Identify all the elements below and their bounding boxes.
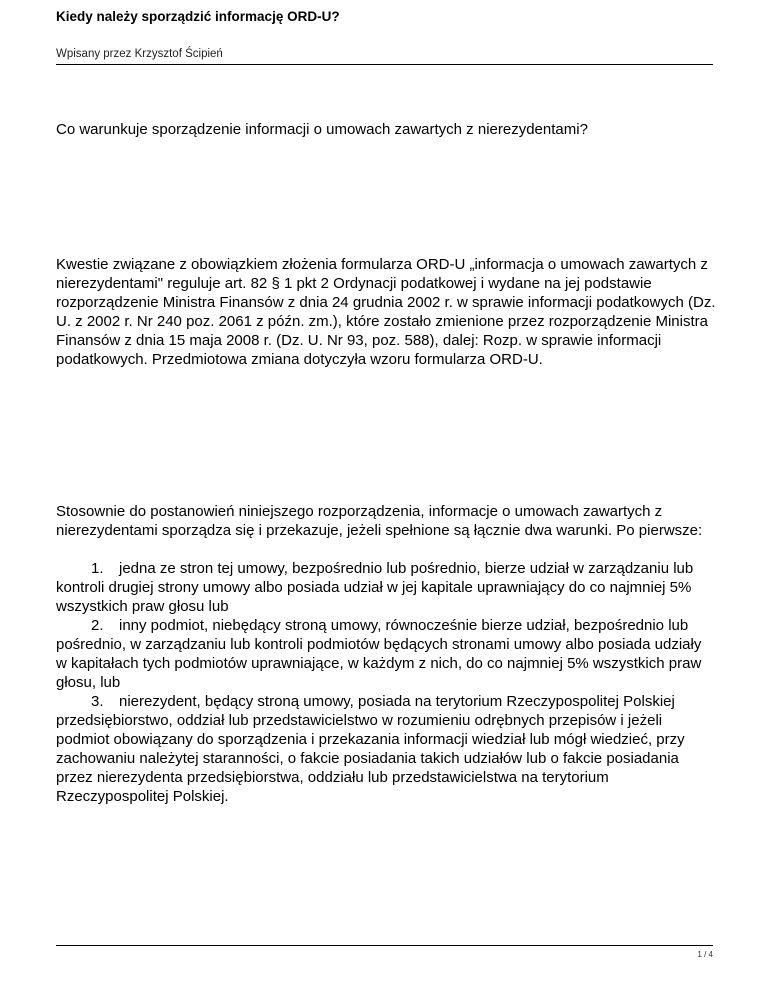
footer-divider xyxy=(56,945,713,946)
conditions-intro-paragraph: Stosownie do postanowień niniejszego rozporządzenia, informacje o umowach zawartych z nierezydentami sporządza się i przekazuje, jeżeli spełnione są łącznie dwa warunki. Po pierwsze: xyxy=(56,503,703,539)
list-item-number: 2. xyxy=(91,617,104,634)
article-question: Co warunkuje sporządzenie informacji o umowach zawartych z nierezydentami? xyxy=(56,121,588,138)
document-title: Kiedy należy sporządzić informację ORD-U? xyxy=(56,9,340,24)
list-item-text: inny podmiot, niebędący stroną umowy, równocześnie bierze udział, bezpośrednio lub pośrednio, w zarządzaniu lub kontroli podmiotów będących stronami umowy albo posiada udziały w kapitałach tych podmiotów uprawniające, w każdym z nich, do co najmniej 5% wszystkich praw głosu, lub xyxy=(56,617,702,691)
list-item-text: nierezydent, będący stroną umowy, posiada na terytorium Rzeczypospolitej Polskiej przedsiębiorstwo, oddział lub przedstawicielstwo w rozumieniu odrębnych przepisów i jeżeli podmiot obowiązany do sporządzenia i przekazania informacji wiedział lub mógł wiedzieć, przy zachowaniu należytej staranności, o fakcie posiadania takich udziałów lub o fakcie posiadania przez nierezydenta przedsiębiorstwa, oddziału lub przedstawicielstwa na terytorium Rzeczypospolitej Polskiej. xyxy=(56,693,685,805)
conditions-list xyxy=(56,559,716,806)
page-header xyxy=(56,8,713,62)
list-item xyxy=(56,616,716,692)
list-item xyxy=(56,692,716,806)
list-item-number: 1. xyxy=(91,560,104,577)
list-item-text: jedna ze stron tej umowy, bezpośrednio lub pośrednio, bierze udział w zarządzaniu lub kontroli drugiej strony umowy albo posiada udział w jej kapitale uprawniający do co najmniej 5% wszystkich praw głosu lub xyxy=(56,560,694,615)
list-item-number: 3. xyxy=(91,693,104,710)
list-item xyxy=(56,559,716,616)
author-line: Wpisany przez Krzysztof Ścipień xyxy=(56,48,223,60)
page-number: 1 / 4 xyxy=(697,950,713,959)
article-intro-paragraph: Kwestie związane z obowiązkiem złożenia formularza ORD-U „informacja o umowach zawartych z nierezydentami" reguluje art. 82 § 1 pkt 2 Ordynacji podatkowej i wydane na jej podstawie rozporządzenie Ministra Finansów z dnia 24 grudnia 2002 r. w sprawie informacji podatkowych (Dz. U. z 2002 r. Nr 240 poz. 2061 z późn. zm.), które zostało zmienione przez rozporządzenie Ministra Finansów z dnia 15 maja 2008 r. (Dz. U. Nr 93, poz. 588), dalej: Rozp. w sprawie informacji podatkowych. Przedmiotowa zmiana dotyczyła wzoru formularza ORD-U. xyxy=(56,256,716,368)
article-body xyxy=(56,120,716,806)
header-divider xyxy=(56,64,713,65)
